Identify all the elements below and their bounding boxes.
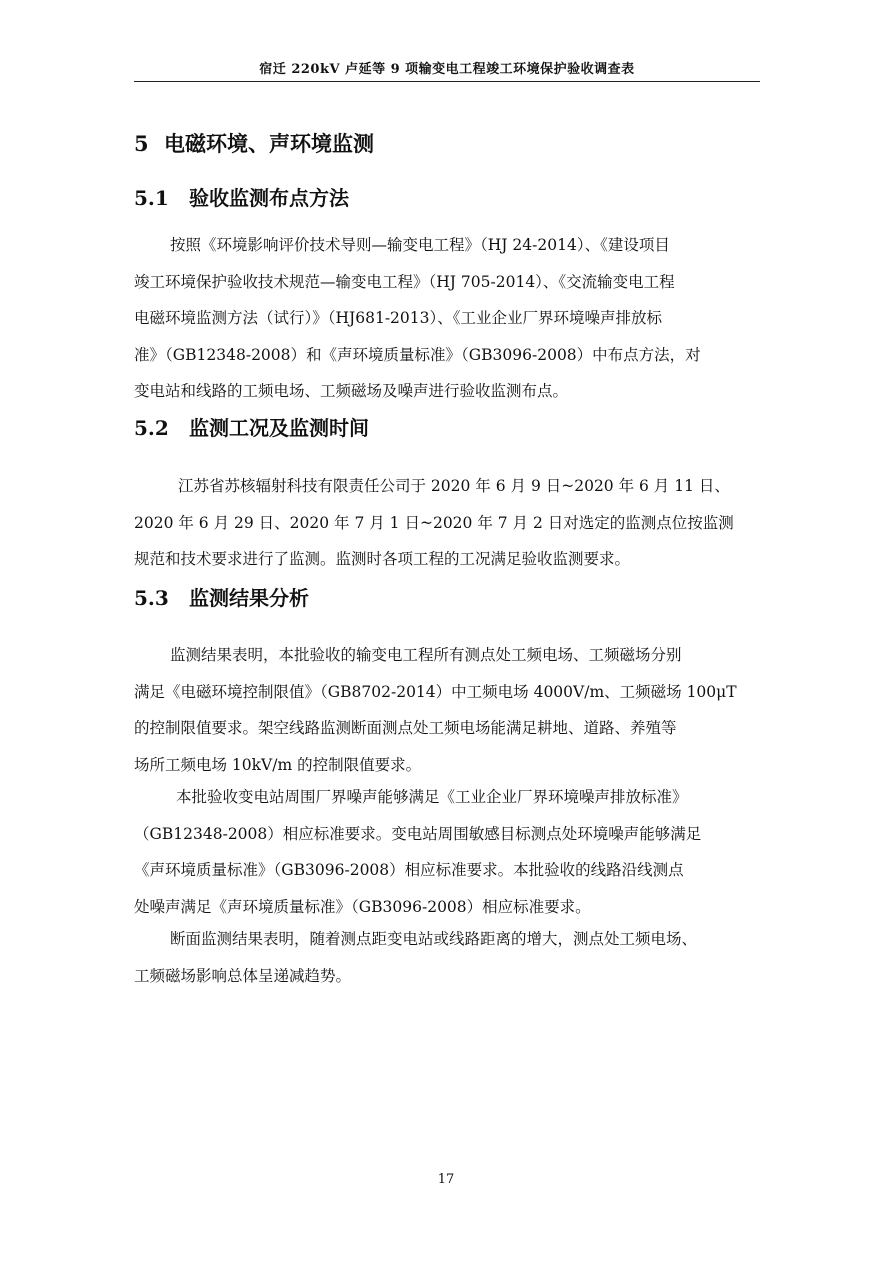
text-line: 电磁环境监测方法（试行）》（HJ681-2013）、《工业企业厂界环境噪声排放标	[134, 309, 663, 327]
text-line: （GB12348-2008）相应标准要求。变电站周围敏感目标测点处环境噪声能够满足	[134, 824, 702, 843]
subsection-title: 验收监测布点方法	[189, 186, 349, 210]
text-line: 的控制限值要求。架空线路监测断面测点处工频电场能满足耕地、道路、养殖等	[134, 719, 677, 737]
text-line: 规范和技术要求进行了监测。监测时各项工程的工况满足验收监测要求。	[134, 550, 631, 568]
subsection-title: 监测结果分析	[189, 586, 309, 610]
section-heading-5	[134, 130, 374, 158]
text-line: 变电站和线路的工频电场、工频磁场及噪声进行验收监测布点。	[134, 382, 569, 400]
subsection-title: 监测工况及监测时间	[189, 416, 369, 440]
paragraph-5-3-noise	[134, 779, 760, 925]
paragraph-5-2	[134, 468, 760, 578]
text-line: 2020 年 6 月 29 日、2020 年 7 月 1 日~2020 年 7 月 2 日对选定的监测点位按监测	[134, 513, 734, 532]
running-header: 宿迁 220kV 卢延等 9 项输变电工程竣工环境保护验收调查表	[259, 62, 635, 77]
text-line: 场所工频电场 10kV/m 的控制限值要求。	[134, 755, 422, 774]
paragraph-5-1	[134, 227, 760, 410]
text-line: 准》（GB12348-2008）和《声环境质量标准》（GB3096-2008）中布点方法，对	[134, 345, 701, 364]
subsection-number: 5.1	[134, 186, 169, 210]
text-line: 工频磁场影响总体呈递减趋势。	[134, 966, 352, 985]
subsection-number: 5.2	[134, 416, 169, 440]
text-line: 江苏省苏核辐射科技有限责任公司于 2020 年 6 月 9 日~2020 年 6 月 11 日、	[178, 477, 730, 495]
section-title: 电磁环境、声环境监测	[164, 131, 374, 156]
text-line: 《声环境质量标准》（GB3096-2008）相应标准要求。本批验收的线路沿线测点	[134, 861, 684, 879]
text-line: 满足《电磁环境控制限值》（GB8702-2014）中工频电场 4000V/m、工频磁场 100μT	[134, 682, 737, 701]
subsection-heading-5-1	[134, 184, 349, 212]
text-line: 本批验收变电站周围厂界噪声能够满足《工业企业厂界环境噪声排放标准》	[176, 788, 688, 806]
text-line: 竣工环境保护验收技术规范—输变电工程》（HJ 705-2014）、《交流输变电工程	[134, 272, 675, 291]
subsection-heading-5-2	[134, 414, 369, 442]
subsection-heading-5-3	[134, 584, 309, 612]
text-line: 处噪声满足《声环境质量标准》（GB3096-2008）相应标准要求。	[134, 897, 591, 916]
paragraph-5-3-section	[134, 921, 760, 994]
header-rule	[134, 81, 760, 82]
page-number: 17	[437, 1172, 455, 1187]
text-line: 按照《环境影响评价技术导则—输变电工程》（HJ 24-2014）、《建设项目	[170, 236, 670, 254]
text-line: 监测结果表明，本批验收的输变电工程所有测点处工频电场、工频磁场分别	[170, 646, 682, 664]
subsection-number: 5.3	[134, 586, 169, 610]
text-line: 断面监测结果表明，随着测点距变电站或线路距离的增大，测点处工频电场、	[170, 930, 698, 948]
paragraph-5-3-results	[134, 637, 760, 783]
section-number: 5	[134, 131, 149, 156]
